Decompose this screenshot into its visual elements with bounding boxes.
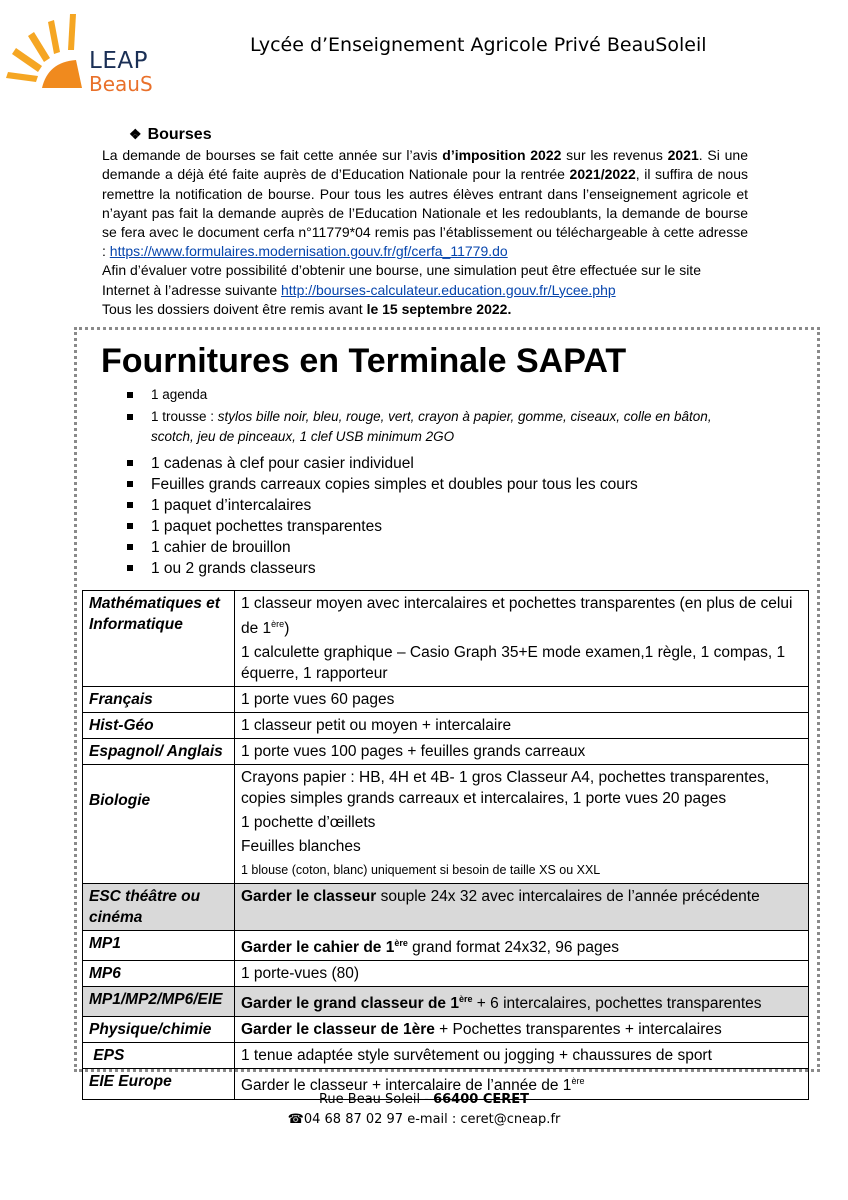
superscript: ère — [458, 994, 473, 1005]
text: sur les revenus — [561, 147, 668, 164]
text: , il suffira de nous remettre la notification de bourse. Pour tous les autres élèves entrant dans l’enseignement agricole et n’ayant pas fait la demande auprès de l’Education Nationale et les redoublants, la demande de bourse se fera avec le document cerfa n°11779*04 remis pas l’établissement ou téléchargeable à cette adresse : — [102, 166, 748, 260]
square-bullet-icon — [127, 481, 133, 487]
supplies-list — [126, 385, 751, 579]
subject-cell: Français — [83, 687, 235, 713]
text: Garder le cahier de 1 — [241, 939, 395, 957]
text: souple 24x 32 avec intercalaires de l’année précédente — [376, 888, 760, 906]
supply-cell: 1 porte vues 100 pages + feuilles grands carreaux — [235, 739, 809, 765]
text: + 6 intercalaires, pochettes transparentes — [472, 995, 762, 1013]
list-item — [126, 537, 751, 558]
supplies-table — [82, 590, 809, 1100]
bourses-paragraph-2 — [102, 261, 748, 299]
square-bullet-icon — [127, 414, 133, 420]
table-row — [83, 591, 809, 687]
list-item — [126, 474, 751, 495]
supply-cell — [235, 1017, 809, 1043]
subject-cell: Biologie — [83, 765, 235, 884]
list-item — [126, 495, 751, 516]
subject-cell: EPS — [83, 1043, 235, 1069]
item-text: 1 cahier de brouillon — [151, 539, 291, 556]
postal-city: 66400 CERET — [433, 1092, 529, 1107]
supply-cell: 1 tenue adaptée style survêtement ou jogging + chaussures de sport — [235, 1043, 809, 1069]
item-text: 1 paquet pochettes transparentes — [151, 518, 382, 535]
square-bullet-icon — [127, 392, 133, 398]
table-row — [83, 931, 809, 961]
text: Garder le grand classeur de 1 — [241, 995, 459, 1013]
list-item — [126, 385, 751, 405]
subject-cell: MP1/MP2/MP6/EIE — [83, 987, 235, 1017]
deadline-date: le 15 septembre 2022. — [366, 300, 512, 317]
item-text: 1 agenda — [151, 387, 208, 402]
square-bullet-icon — [127, 523, 133, 529]
simulator-link[interactable]: http://bourses-calculateur.education.gouv.fr/Lycee.php — [281, 281, 616, 298]
text: Tous les dossiers doivent être remis avant — [102, 300, 367, 317]
square-bullet-icon — [127, 544, 133, 550]
supply-cell: 1 porte vues 60 pages — [235, 687, 809, 713]
cell-line — [241, 593, 802, 639]
superscript: ère — [394, 938, 408, 949]
square-bullet-icon — [127, 565, 133, 571]
bourses-section — [102, 125, 748, 319]
emphasis: d’imposition 2022 — [442, 147, 562, 164]
supply-cell — [235, 765, 809, 884]
table-row — [83, 987, 809, 1017]
sun-logo-icon — [4, 10, 94, 90]
table-row — [83, 687, 809, 713]
subject-cell: Mathématiques et Informatique — [83, 591, 235, 687]
cell-line: 1 blouse (coton, blanc) uniquement si besoin de taille XS ou XXL — [241, 863, 601, 878]
item-text: 1 ou 2 grands classeurs — [151, 560, 316, 577]
text: Rue Beau Soleil - — [318, 1092, 434, 1107]
emphasis: 2021/2022 — [569, 166, 636, 183]
superscript: ère — [571, 1076, 585, 1087]
logo-wordmark-bottom: BeauS — [89, 72, 153, 96]
text: + Pochettes transparentes + intercalaires — [434, 1021, 722, 1039]
list-item — [126, 516, 751, 537]
list-item — [126, 453, 751, 474]
supply-cell — [235, 931, 809, 961]
supply-cell — [235, 987, 809, 1017]
diamond-bullet-icon: ❖ — [129, 126, 142, 142]
item-text: 1 paquet d’intercalaires — [151, 497, 312, 514]
bourses-deadline — [102, 300, 748, 319]
subject-cell: Hist-Géo — [83, 713, 235, 739]
item-text: 1 trousse : — [151, 409, 218, 424]
table-row — [83, 739, 809, 765]
emphasis — [241, 995, 472, 1012]
table-row — [83, 765, 809, 884]
cell-line: Feuilles blanches — [241, 838, 361, 856]
supply-cell — [235, 884, 809, 931]
superscript: ère — [271, 619, 285, 629]
supply-cell — [235, 591, 809, 687]
cell-line: 1 calculette graphique – Casio Graph 35+E mode examen,1 règle, 1 compas, 1 équerre, 1 rapporteur — [241, 644, 786, 683]
item-text: 1 cadenas à clef pour casier individuel — [151, 455, 414, 472]
emphasis — [241, 939, 408, 956]
emphasis: 2021 — [667, 147, 699, 164]
footer-contact — [0, 1112, 848, 1127]
subject-cell: MP1 — [83, 931, 235, 961]
table-row — [83, 1043, 809, 1069]
text: . Si une demande a déjà été faite auprès de d’Education Nationale pour la rentrée — [102, 147, 748, 183]
table-row — [83, 713, 809, 739]
emphasis: Garder le classeur de 1ère — [241, 1021, 435, 1039]
logo-wordmark-top: LEAP — [89, 48, 148, 74]
subject-cell: Espagnol/ Anglais — [83, 739, 235, 765]
cell-line: Crayons papier : HB, 4H et 4B- 1 gros Classeur A4, pochettes transparentes, copies simples grands carreaux et intercalaires, 1 porte vues 20 pages — [241, 769, 770, 808]
subject-cell: Physique/chimie — [83, 1017, 235, 1043]
table-row — [83, 1017, 809, 1043]
square-bullet-icon — [127, 502, 133, 508]
cell-line: 1 pochette d’œillets — [241, 814, 376, 832]
text: Afin d’évaluer votre possibilité d’obtenir une bourse, une simulation peut être effectuée sur le site Internet à l’adresse suivante — [102, 262, 701, 298]
school-name: Lycée d’Enseignement Agricole Privé BeauSoleil — [250, 34, 707, 56]
text: ) — [284, 620, 290, 638]
supply-cell: 1 classeur petit ou moyen + intercalaire — [235, 713, 809, 739]
table-row — [83, 884, 809, 931]
item-text-italic: stylos bille noir, bleu, rouge, vert, crayon à papier, gomme, ciseaux, colle en bâton, scotch, jeu de pinceaux, 1 clef USB minimum 2GO — [151, 409, 712, 444]
phone-icon: ☎ — [287, 1112, 304, 1127]
school-logo — [4, 10, 164, 96]
text: La demande de bourses se fait cette année sur l’avis — [102, 147, 443, 164]
list-item — [126, 407, 751, 447]
item-text: Feuilles grands carreaux copies simples et doubles pour tous les cours — [151, 476, 638, 493]
fournitures-title: Fournitures en Terminale SAPAT — [101, 342, 627, 380]
contact-text: 04 68 87 02 97 e-mail : ceret@cneap.fr — [303, 1112, 561, 1127]
bourses-paragraph-1 — [102, 146, 748, 261]
text: 1 classeur moyen avec intercalaires et pochettes transparentes (en plus de celui de 1 — [241, 595, 793, 638]
footer-address — [0, 1092, 848, 1107]
subject-cell: MP6 — [83, 961, 235, 987]
list-item — [126, 558, 751, 579]
text: Garder le classeur + intercalaire de l’année de 1 — [241, 1077, 572, 1095]
bourses-title: Bourses — [147, 126, 212, 143]
emphasis: Garder le classeur — [241, 888, 377, 906]
table-row — [83, 961, 809, 987]
cerfa-link[interactable]: https://www.formulaires.modernisation.gouv.fr/gf/cerfa_11779.do — [109, 243, 508, 260]
text: grand format 24x32, 96 pages — [407, 939, 619, 957]
supply-cell: 1 porte-vues (80) — [235, 961, 809, 987]
subject-cell: ESC théâtre ou cinéma — [83, 884, 235, 931]
bourses-heading — [129, 125, 748, 144]
square-bullet-icon — [127, 460, 133, 466]
subject-cell: EIE Europe — [83, 1069, 235, 1099]
